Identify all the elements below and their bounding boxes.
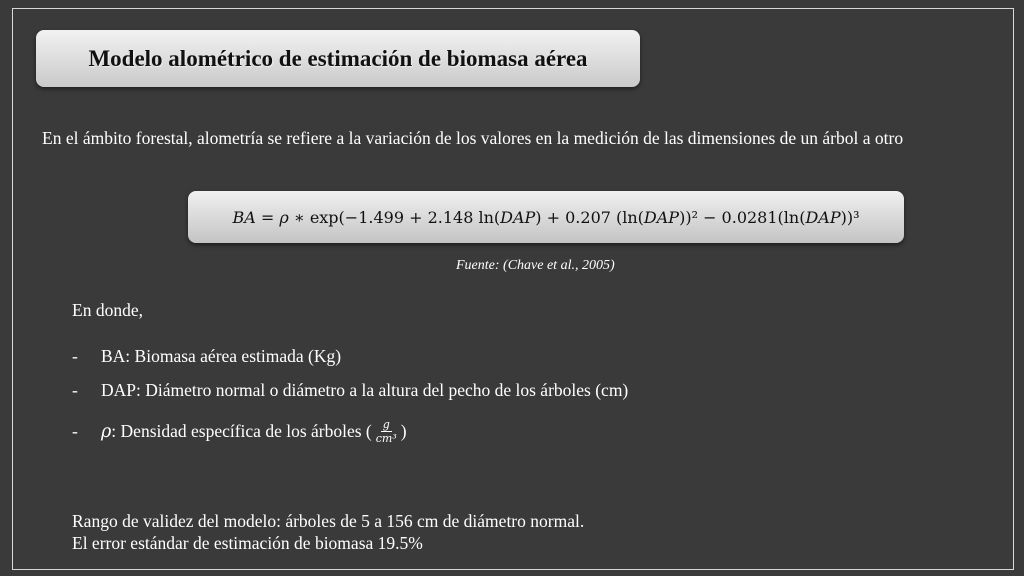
where-label: En donde,: [72, 300, 143, 320]
definition-text: DAP: Diámetro normal o diámetro a la altura del pecho de los árboles (cm): [101, 380, 629, 400]
bullet-dash: -: [72, 346, 78, 366]
slide-frame: [12, 8, 1014, 570]
bullet-dash: -: [72, 421, 78, 441]
standard-error: El error estándar de estimación de biomasa 19.5%: [72, 533, 423, 553]
formula-part-2: ) + 0.207 (ln(: [535, 207, 644, 227]
formula-part-4: ))³: [840, 207, 860, 227]
formula-eq: =: [255, 207, 280, 227]
definition-text: BA: Biomasa aérea estimada (Kg): [101, 346, 342, 366]
formula-dap-3: DAP: [805, 207, 841, 227]
definition-text: : Densidad específica de los árboles (: [111, 421, 372, 441]
closing-paren: ): [400, 421, 407, 441]
density-unit-fraction: [374, 418, 399, 445]
formula-rho: ρ: [279, 207, 289, 227]
source-citation: Fuente: (Chave et al., 2005): [456, 258, 615, 273]
formula-dap-1: DAP: [500, 207, 536, 227]
formula-part-1: ∗ exp(−1.499 + 2.148 ln(: [288, 207, 501, 227]
formula-dap-2: DAP: [643, 207, 680, 227]
fraction-numerator: g: [382, 418, 390, 431]
formula-part-3: ))² − 0.0281(ln(: [679, 207, 806, 227]
title-box: [36, 30, 640, 87]
validity-range: Rango de validez del modelo: árboles de 5 a 156 cm de diámetro normal.: [72, 511, 585, 531]
intro-text: En el ámbito forestal, alometría se refiere a la variación de los valores en la medición de las dimensiones de un árbol a otro: [42, 128, 904, 148]
bullet-dash: -: [72, 380, 78, 400]
definition-ba: [72, 346, 341, 367]
fraction-denominator: cm³: [375, 432, 397, 445]
definition-rho: [72, 418, 407, 445]
rho-symbol: ρ: [101, 421, 112, 442]
definition-dap: [72, 380, 628, 401]
slide-title: Modelo alométrico de estimación de biomasa aérea: [88, 45, 588, 71]
formula-lhs: BA: [232, 207, 256, 227]
formula-box: [188, 191, 904, 243]
